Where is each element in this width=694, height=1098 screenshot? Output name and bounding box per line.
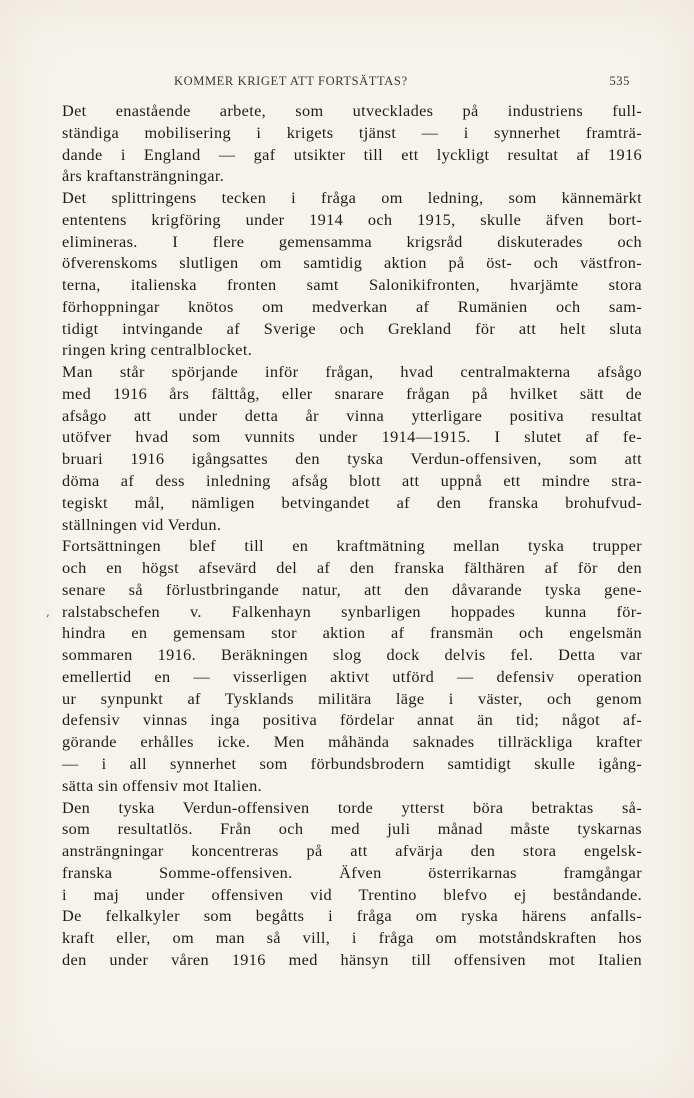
text-line: ansträngningar koncentreras på att afvärja den stora engelsk-: [62, 841, 642, 861]
text-line: bruari 1916 igångsattes den tyska Verdun-offensiven, som att: [62, 449, 642, 469]
text-line: utöfver hvad som vunnits under 1914—1915. I slutet af fe-: [62, 427, 642, 447]
body-text: [62, 100, 642, 971]
text-line: tegiskt mål, nämligen betvingandet af den franska brohufvud-: [62, 492, 642, 512]
running-header: [62, 74, 642, 90]
text-line: års kraftansträngningar.: [62, 166, 225, 186]
text-line: tidigt intvingande af Sverige och Grekland för att helt sluta: [62, 318, 642, 338]
text-line: förhoppningar knötos om medverkan af Rumänien och sam-: [62, 296, 642, 316]
text-line: defensiv vinnas inga positiva fördelar annat än tid; något af-: [62, 710, 642, 730]
text-line: elimineras. I flere gemensamma krigsråd diskuterades och: [62, 231, 642, 251]
text-line: görande erhålles icke. Men måhända saknades tillräckliga krafter: [62, 732, 642, 752]
text-line: Man står spörjande inför frågan, hvad centralmakterna afsågo: [62, 362, 642, 382]
text-line: De felkalkyler som begåtts i fråga om ryska härens anfalls-: [62, 906, 642, 926]
text-line: döma af dess inledning afsåg blott att uppnå ett mindre stra-: [62, 471, 642, 491]
text-line: franska Somme-offensiven. Äfven österrikarnas framgångar: [62, 862, 642, 882]
text-line: afsågo att under detta år vinna ytterligare positiva resultat: [62, 405, 642, 425]
text-line: senare så förlustbringande natur, att den dåvarande tyska gene-: [62, 579, 642, 599]
running-title: KOMMER KRIGET ATT FORTSÄTTAS?: [174, 74, 408, 88]
text-line: Det enastående arbete, som utvecklades på industriens full-: [62, 101, 642, 120]
text-line: sätta sin offensiv mot Italien.: [62, 775, 263, 795]
text-line: den under våren 1916 med hänsyn till offensiven mot Italien: [62, 949, 642, 969]
text-line: emellertid en — visserligen aktivt utförd — defensiv operation: [62, 666, 642, 686]
text-line: ralstabschefen v. Falkenhayn synbarligen hoppades kunna för-: [62, 601, 642, 621]
text-line: hindra en gemensam stor aktion af fransmän och engelsmän: [62, 623, 642, 643]
text-line: sommaren 1916. Beräkningen slog dock delvis fel. Detta var: [62, 645, 642, 665]
text-line: terna, italienska fronten samt Salonikifronten, hvarjämte stora: [62, 275, 642, 295]
text-line: dande i England — gaf utsikter till ett lyckligt resultat af 1916: [62, 144, 642, 164]
text-line: som resultatlös. Från och med juli månad måste tyskarnas: [62, 819, 642, 839]
text-line: i maj under offensiven vid Trentino blefvo ej beståndande.: [62, 884, 642, 904]
text-line: ur synpunkt af Tysklands militära läge i väster, och genom: [62, 688, 642, 708]
text-line: Den tyska Verdun-offensiven torde ytterst böra betraktas så-: [62, 797, 642, 817]
text-line: ställningen vid Verdun.: [62, 514, 222, 534]
text-line: ständiga mobilisering i krigets tjänst — i synnerhet framträ-: [62, 122, 642, 142]
margin-mark: ,: [46, 605, 50, 619]
text-line: kraft eller, om man så vill, i fråga om motståndskraften hos: [62, 928, 642, 948]
text-line: och en högst afsevärd del af den franska fälthären af för den: [62, 558, 642, 578]
text-line: — i all synnerhet som förbundsbrodern samtidigt skulle igång-: [62, 753, 642, 773]
text-line: med 1916 års fälttåg, eller snarare frågan på hvilket sätt de: [62, 383, 642, 403]
text-line: ententens krigföring under 1914 och 1915, skulle äfven bort-: [62, 209, 642, 229]
text-line: öfverenskoms slutligen om samtidig aktion på öst- och västfron-: [62, 253, 642, 273]
text-line: ringen kring centralblocket.: [62, 340, 253, 360]
text-line: Det splittringens tecken i fråga om ledning, som kännemärkt: [62, 188, 642, 208]
text-line: Fortsättningen blef till en kraftmätning mellan tyska trupper: [62, 536, 642, 556]
page-number: 535: [609, 74, 630, 88]
